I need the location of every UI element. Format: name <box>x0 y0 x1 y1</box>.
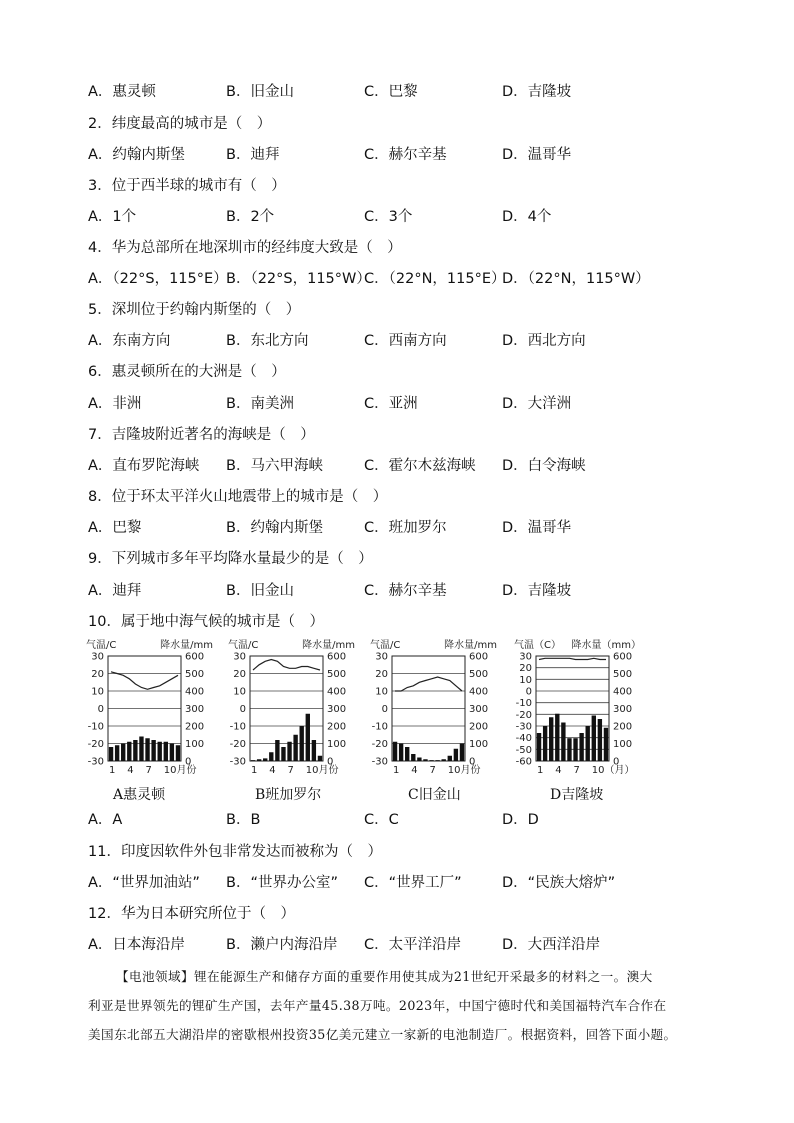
precipitation-tick-label: 600 <box>327 651 347 663</box>
answer-option-c[interactable]: C．巴黎 <box>364 84 418 100</box>
precipitation-bar <box>405 747 409 761</box>
month-tick-label: 4 <box>127 765 134 776</box>
precipitation-tick-label: 100 <box>469 739 489 750</box>
temperature-tick-label: -20 <box>229 739 246 750</box>
precipitation-bar <box>399 744 403 762</box>
precipitation-bar <box>543 726 547 761</box>
answer-option-b[interactable]: B．2个 <box>226 209 275 225</box>
precipitation-bar <box>423 759 427 761</box>
answer-option-d[interactable]: D．温哥华 <box>502 147 572 163</box>
precipitation-bar <box>170 744 174 762</box>
precipitation-bar <box>567 738 571 761</box>
answer-option-a[interactable]: A．直布罗陀海峡 <box>88 458 200 474</box>
precipitation-bar <box>293 735 297 761</box>
precipitation-bar <box>281 747 285 761</box>
precipitation-bar <box>442 759 446 761</box>
question-text: 5．深圳位于约翰内斯堡的（ ） <box>88 302 301 318</box>
precipitation-bar <box>151 740 155 761</box>
answer-option-d[interactable]: D．温哥华 <box>502 520 572 536</box>
temperature-tick-label: 30 <box>519 651 532 663</box>
temperature-tick-label: -30 <box>229 756 246 768</box>
precipitation-bar <box>312 740 316 761</box>
precipitation-tick-label: 0 <box>327 756 334 768</box>
precipitation-axis-label: 降水量/mm <box>302 640 355 651</box>
precipitation-bar <box>592 716 596 762</box>
answer-option-c[interactable]: C．赫尔辛基 <box>364 147 447 163</box>
precipitation-bar <box>537 733 541 761</box>
month-tick-label: 7 <box>145 765 152 776</box>
precipitation-bar <box>164 742 168 761</box>
question-text: 3．位于西半球的城市有（ ） <box>88 178 286 194</box>
precipitation-bar <box>145 738 149 761</box>
question-text: 11．印度因软件外包非常发达而被称为（ ） <box>88 844 382 860</box>
temperature-tick-label: 0 <box>381 704 388 715</box>
precipitation-bar <box>561 723 565 762</box>
temperature-tick-label: -20 <box>87 739 104 750</box>
precipitation-tick-label: 200 <box>469 721 489 733</box>
question-text: 12．华为日本研究所位于（ ） <box>88 906 295 922</box>
answer-option-a[interactable]: A．日本海沿岸 <box>88 937 185 953</box>
temperature-tick-label: 30 <box>233 651 246 663</box>
answer-option-a[interactable]: A．A <box>88 812 123 828</box>
temperature-line <box>253 660 320 671</box>
answer-option-a[interactable]: A．巴黎 <box>88 520 142 536</box>
answer-option-b[interactable]: B．东北方向 <box>226 333 309 349</box>
precipitation-bar <box>158 742 162 761</box>
answer-option-d[interactable]: D．“民族大熔炉” <box>502 875 616 891</box>
precipitation-tick-label: 500 <box>613 669 633 680</box>
temperature-tick-label: 20 <box>519 663 532 675</box>
answer-option-d[interactable]: D．D <box>502 812 539 828</box>
chart-caption: B班加罗尔 <box>255 787 322 803</box>
climate-chart-san-francisco <box>370 637 500 777</box>
temperature-tick-label: -50 <box>515 744 532 756</box>
answer-option-d[interactable]: D．西北方向 <box>502 333 586 349</box>
month-tick-label: 7 <box>429 765 436 776</box>
answer-option-c[interactable]: C．“世界工厂” <box>364 875 462 891</box>
temperature-line <box>395 677 462 691</box>
month-tick-label: 4 <box>411 765 418 776</box>
question-text: 9．下列城市多年平均降水量最少的是（ ） <box>88 551 373 567</box>
temperature-tick-label: -10 <box>515 698 532 710</box>
precipitation-bar <box>300 726 304 761</box>
answer-option-b[interactable]: B．马六甲海峡 <box>226 458 323 474</box>
answer-option-d[interactable]: D．白令海峡 <box>502 458 586 474</box>
temperature-line <box>111 672 178 690</box>
precipitation-tick-label: 300 <box>613 704 633 715</box>
precipitation-tick-label: 200 <box>327 721 347 733</box>
temperature-tick-label: -10 <box>371 721 388 733</box>
month-tick-label: 1 <box>251 765 258 776</box>
month-tick-label: 4 <box>555 765 562 776</box>
answer-option-b[interactable]: B．旧金山 <box>226 84 294 100</box>
precipitation-bar <box>139 737 143 762</box>
month-tick-label: 1 <box>393 765 400 776</box>
precipitation-bar <box>269 752 273 761</box>
precipitation-bar <box>429 760 433 761</box>
precipitation-tick-label: 500 <box>469 669 489 680</box>
precipitation-axis-label: 降水量（mm） <box>571 640 641 651</box>
answer-option-d[interactable]: D．4个 <box>502 209 552 225</box>
precipitation-bar <box>448 756 452 761</box>
precipitation-bar <box>604 728 608 761</box>
answer-option-a[interactable]: A．约翰内斯堡 <box>88 147 185 163</box>
answer-option-c[interactable]: C．班加罗尔 <box>364 520 447 536</box>
temperature-axis-label: 气温/C <box>228 640 259 651</box>
precipitation-bar <box>263 758 267 761</box>
month-tick-label: 10月份 <box>305 765 339 776</box>
answer-option-b[interactable]: B．B <box>226 812 261 828</box>
precipitation-bar <box>287 742 291 761</box>
question-text: 10．属于地中海气候的城市是（ ） <box>88 614 324 630</box>
precipitation-bar <box>251 760 255 761</box>
answer-option-d[interactable]: D．吉隆坡 <box>502 84 572 100</box>
precipitation-bar <box>579 733 583 761</box>
answer-option-d[interactable]: D．吉隆坡 <box>502 583 572 599</box>
temperature-line <box>539 658 606 659</box>
answer-option-c[interactable]: C．太平洋沿岸 <box>364 937 462 953</box>
precipitation-axis-label: 降水量/mm <box>160 640 213 651</box>
answer-option-d[interactable]: D．（22°N，115°W） <box>502 271 650 287</box>
answer-option-d[interactable]: D．大洋洲 <box>502 396 572 412</box>
temperature-axis-label: 气温（C） <box>514 640 561 651</box>
precipitation-tick-label: 300 <box>469 704 489 715</box>
climate-chart-wellington <box>86 637 216 777</box>
chart-caption: A惠灵顿 <box>113 787 166 803</box>
temperature-tick-label: 20 <box>233 669 246 680</box>
answer-option-c[interactable]: C．亚洲 <box>364 396 418 412</box>
precipitation-bar <box>275 740 279 761</box>
temperature-tick-label: 30 <box>375 651 388 663</box>
precipitation-bar <box>555 714 559 761</box>
month-tick-label: 7 <box>573 765 580 776</box>
temperature-tick-label: 30 <box>91 651 104 663</box>
question-text: 6．惠灵顿所在的大洲是（ ） <box>88 364 286 380</box>
question-text: 8．位于环太平洋火山地震带上的城市是（ ） <box>88 489 388 505</box>
answer-option-b[interactable]: B．旧金山 <box>226 583 294 599</box>
question-text: 4．华为总部所在地深圳市的经纬度大致是（ ） <box>88 240 402 256</box>
precipitation-tick-label: 600 <box>613 651 633 663</box>
question-text: 2．纬度最高的城市是（ ） <box>88 116 272 132</box>
answer-option-c[interactable]: C．霍尔木兹海峡 <box>364 458 476 474</box>
temperature-tick-label: 10 <box>519 674 532 686</box>
month-tick-label: 10月份 <box>447 765 481 776</box>
temperature-axis-label: 气温/C <box>86 640 117 651</box>
answer-option-c[interactable]: C．C <box>364 812 399 828</box>
temperature-tick-label: 0 <box>97 704 104 715</box>
temperature-axis-label: 气温/C <box>370 640 401 651</box>
temperature-tick-label: 0 <box>239 704 246 715</box>
month-tick-label: 4 <box>269 765 276 776</box>
temperature-tick-label: 20 <box>91 669 104 680</box>
precipitation-bar <box>417 758 421 762</box>
precipitation-bar <box>598 719 602 761</box>
temperature-tick-label: 10 <box>233 686 246 698</box>
temperature-tick-label: -30 <box>515 721 532 733</box>
precipitation-bar <box>393 742 397 761</box>
temperature-tick-label: -10 <box>87 721 104 733</box>
temperature-tick-label: -20 <box>371 739 388 750</box>
temperature-tick-label: 10 <box>91 686 104 698</box>
answer-option-c[interactable]: C．（22°N，115°E） <box>364 271 506 287</box>
answer-option-a[interactable]: A．“世界加油站” <box>88 875 200 891</box>
answer-option-b[interactable]: B．（22°S，115°W） <box>226 271 371 287</box>
precipitation-bar <box>549 717 553 761</box>
precipitation-bar <box>573 738 577 761</box>
answer-option-c[interactable]: C．西南方向 <box>364 333 447 349</box>
precipitation-tick-label: 600 <box>185 651 205 663</box>
precipitation-tick-label: 500 <box>327 669 347 680</box>
climate-charts <box>86 637 646 807</box>
question-text: 7．吉隆坡附近著名的海峡是（ ） <box>88 427 315 443</box>
month-tick-label: 1 <box>537 765 544 776</box>
answer-option-a[interactable]: A．非洲 <box>88 396 142 412</box>
climate-chart-bangalore <box>228 637 358 777</box>
temperature-tick-label: -10 <box>229 721 246 733</box>
precipitation-tick-label: 200 <box>613 721 633 733</box>
chart-caption: C旧金山 <box>408 787 461 803</box>
precipitation-tick-label: 400 <box>327 686 347 698</box>
precipitation-axis-label: 降水量/mm <box>444 640 497 651</box>
temperature-tick-label: -20 <box>515 709 532 721</box>
answer-option-a[interactable]: A．惠灵顿 <box>88 84 156 100</box>
answer-option-a[interactable]: A．1个 <box>88 209 137 225</box>
answer-option-b[interactable]: B．约翰内斯堡 <box>226 520 323 536</box>
paragraph-line: 美国东北部五大湖沿岸的密歇根州投资35亿美元建立一家新的电池制造厂。根据资料，回答下面小题。 <box>88 1027 677 1042</box>
answer-option-b[interactable]: B．迪拜 <box>226 147 280 163</box>
precipitation-bar <box>318 756 322 761</box>
temperature-tick-label: -60 <box>515 756 532 768</box>
precipitation-tick-label: 400 <box>185 686 205 698</box>
precipitation-bar <box>411 754 415 761</box>
month-tick-label: 10月份 <box>163 765 197 776</box>
month-tick-label: 7 <box>287 765 294 776</box>
precipitation-bar <box>127 742 131 761</box>
answer-option-c[interactable]: C．3个 <box>364 209 413 225</box>
precipitation-bar <box>306 714 310 761</box>
precipitation-tick-label: 400 <box>613 686 633 698</box>
precipitation-bar <box>133 740 137 761</box>
answer-option-b[interactable]: B．“世界办公室” <box>226 875 338 891</box>
precipitation-bar <box>454 749 458 761</box>
precipitation-tick-label: 500 <box>185 669 205 680</box>
climate-chart-kuala-lumpur <box>514 637 649 777</box>
month-tick-label: 1 <box>109 765 116 776</box>
precipitation-tick-label: 100 <box>327 739 347 750</box>
precipitation-bar <box>176 745 180 761</box>
answer-option-b[interactable]: B．濑户内海沿岸 <box>226 937 338 953</box>
precipitation-bar <box>121 744 125 762</box>
precipitation-tick-label: 200 <box>185 721 205 733</box>
temperature-tick-label: 20 <box>375 669 388 680</box>
precipitation-bar <box>586 726 590 761</box>
precipitation-tick-label: 0 <box>613 756 620 768</box>
precipitation-bar <box>435 760 439 761</box>
precipitation-bar <box>109 747 113 761</box>
answer-option-d[interactable]: D．大西洋沿岸 <box>502 937 601 953</box>
answer-option-a[interactable]: A．东南方向 <box>88 333 171 349</box>
paragraph-line: 【电池领域】锂在能源生产和储存方面的重要作用使其成为21世纪开采最多的材料之一。澳大 <box>116 969 653 984</box>
precipitation-tick-label: 100 <box>613 739 633 750</box>
precipitation-bar <box>257 759 261 761</box>
temperature-tick-label: -30 <box>371 756 388 768</box>
precipitation-tick-label: 300 <box>327 704 347 715</box>
precipitation-tick-label: 0 <box>185 756 192 768</box>
temperature-tick-label: 10 <box>375 686 388 698</box>
temperature-tick-label: -40 <box>515 733 532 745</box>
answer-option-a[interactable]: A．（22°S，115°E） <box>88 271 228 287</box>
month-tick-label: 10（月） <box>591 765 635 776</box>
precipitation-tick-label: 600 <box>469 651 489 663</box>
answer-option-c[interactable]: C．赫尔辛基 <box>364 583 447 599</box>
precipitation-tick-label: 400 <box>469 686 489 698</box>
precipitation-tick-label: 0 <box>469 756 476 768</box>
answer-option-b[interactable]: B．南美洲 <box>226 396 294 412</box>
chart-caption: D吉隆坡 <box>550 787 604 803</box>
answer-option-a[interactable]: A．迪拜 <box>88 583 142 599</box>
precipitation-bar <box>460 744 464 762</box>
precipitation-tick-label: 300 <box>185 704 205 715</box>
battery-material-paragraph <box>88 962 716 1049</box>
temperature-tick-label: 0 <box>525 686 532 698</box>
precipitation-tick-label: 100 <box>185 739 205 750</box>
temperature-tick-label: -30 <box>87 756 104 768</box>
paragraph-line: 利亚是世界领先的锂矿生产国，去年产量45.38万吨。2023年，中国宁德时代和美国福特汽车合作在 <box>88 998 667 1013</box>
precipitation-bar <box>115 745 119 761</box>
